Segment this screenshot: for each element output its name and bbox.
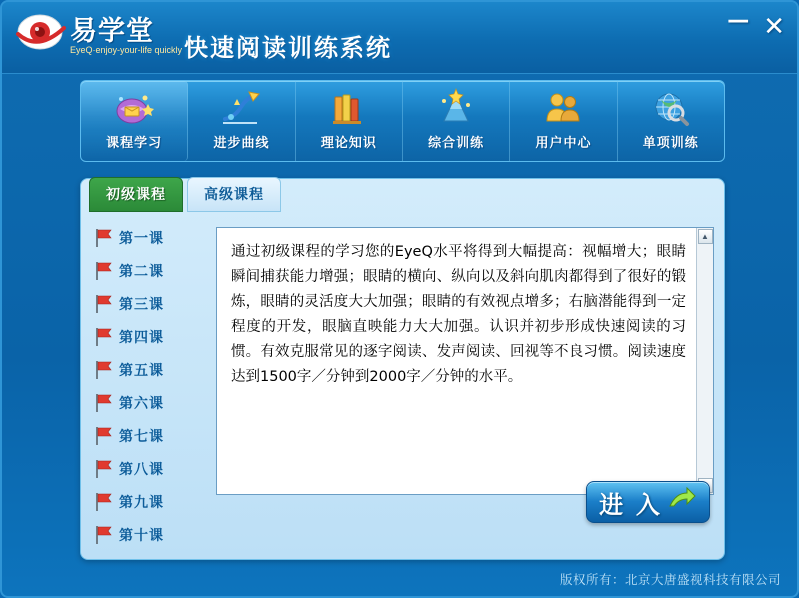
main-navigation bbox=[80, 80, 725, 162]
scroll-up-arrow-icon[interactable]: ▲ bbox=[698, 229, 713, 244]
nav-item-user-center[interactable] bbox=[510, 81, 617, 161]
app-logo bbox=[16, 12, 182, 60]
list-item[interactable] bbox=[87, 419, 209, 452]
nav-label: 综合训练 bbox=[428, 135, 485, 150]
lesson-list bbox=[87, 221, 209, 551]
description-scrollbar[interactable] bbox=[696, 228, 713, 494]
list-item[interactable] bbox=[87, 452, 209, 485]
logo-title: 易学堂 bbox=[70, 15, 154, 46]
title-bar bbox=[2, 2, 797, 74]
list-item[interactable] bbox=[87, 320, 209, 353]
lesson-label: 第八课 bbox=[119, 460, 164, 477]
logo-subtitle: EyeQ·enjoy-your-life quickly bbox=[70, 44, 183, 55]
flag-icon bbox=[93, 492, 115, 512]
lesson-label: 第六课 bbox=[119, 394, 164, 411]
nav-label: 单项训练 bbox=[642, 135, 699, 150]
list-item[interactable] bbox=[87, 386, 209, 419]
arrow-right-icon bbox=[667, 487, 697, 518]
book-magic-icon bbox=[111, 86, 157, 130]
nav-label: 理论知识 bbox=[320, 135, 377, 150]
flag-icon bbox=[93, 327, 115, 347]
flag-icon bbox=[93, 459, 115, 479]
lesson-label: 第五课 bbox=[119, 361, 164, 378]
list-item[interactable] bbox=[87, 254, 209, 287]
footer-copyright: 版权所有：北京大唐盛视科技有限公司 bbox=[559, 573, 781, 587]
nav-item-comprehensive-training[interactable] bbox=[403, 81, 510, 161]
flag-icon bbox=[93, 393, 115, 413]
flag-icon bbox=[93, 525, 115, 545]
lesson-label: 第三课 bbox=[119, 295, 164, 312]
course-description-box bbox=[216, 227, 714, 495]
nav-label: 课程学习 bbox=[106, 135, 163, 150]
course-tabs bbox=[89, 177, 281, 212]
lesson-label: 第一课 bbox=[119, 229, 164, 246]
star-cone-icon bbox=[433, 86, 479, 130]
nav-item-course-study[interactable] bbox=[81, 81, 188, 161]
list-item[interactable] bbox=[87, 221, 209, 254]
enter-button[interactable] bbox=[586, 481, 710, 523]
tab-beginner-course[interactable]: 初级课程 bbox=[89, 177, 183, 212]
list-item[interactable] bbox=[87, 485, 209, 518]
flag-icon bbox=[93, 360, 115, 380]
nav-item-single-training[interactable] bbox=[618, 81, 724, 161]
close-button[interactable]: ✕ bbox=[763, 12, 785, 42]
lesson-label: 第十课 bbox=[119, 526, 164, 543]
lesson-label: 第九课 bbox=[119, 493, 164, 510]
eyeq-logo-icon bbox=[16, 12, 68, 60]
globe-search-icon bbox=[648, 86, 694, 130]
lesson-label: 第七课 bbox=[119, 427, 164, 444]
flag-icon bbox=[93, 426, 115, 446]
nav-item-theory[interactable] bbox=[296, 81, 403, 161]
flag-icon bbox=[93, 228, 115, 248]
course-description-text: 通过初级课程的学习您的EyeQ水平将得到大幅提高：视幅增大；眼睛瞬间捕获能力增强；眼睛的横向、纵向以及斜向肌肉都得到了很好的锻炼，眼睛的灵活度大大加强；眼睛的有效视点增多；右脑潜能得到一定程度的开发，眼脑直映能力大大加强。认识并初步形成快速阅读的习惯。有效克服常见的逐字阅读、发声阅读、回视等不良习惯。阅读速度达到1500字／分钟到2000字／分钟的水平。 bbox=[231, 244, 686, 385]
app-subtitle: 快速阅读训练系统 bbox=[184, 35, 392, 62]
lesson-label: 第四课 bbox=[119, 328, 164, 345]
lesson-label: 第二课 bbox=[119, 262, 164, 279]
enter-button-label: 进 入 bbox=[599, 491, 663, 519]
list-item[interactable] bbox=[87, 353, 209, 386]
content-panel bbox=[80, 178, 725, 560]
chart-curve-icon bbox=[218, 86, 264, 130]
list-item[interactable] bbox=[87, 287, 209, 320]
nav-label: 进步曲线 bbox=[213, 135, 270, 150]
flag-icon bbox=[93, 294, 115, 314]
users-icon bbox=[540, 86, 586, 130]
tab-advanced-course[interactable]: 高级课程 bbox=[187, 177, 281, 212]
books-icon bbox=[326, 86, 372, 130]
flag-icon bbox=[93, 261, 115, 281]
list-item[interactable] bbox=[87, 518, 209, 551]
scrollbar-track[interactable] bbox=[697, 245, 713, 477]
minimize-button[interactable]: — bbox=[727, 8, 750, 33]
nav-item-progress-curve[interactable] bbox=[188, 81, 295, 161]
nav-label: 用户中心 bbox=[535, 135, 592, 150]
window-controls bbox=[727, 8, 785, 42]
